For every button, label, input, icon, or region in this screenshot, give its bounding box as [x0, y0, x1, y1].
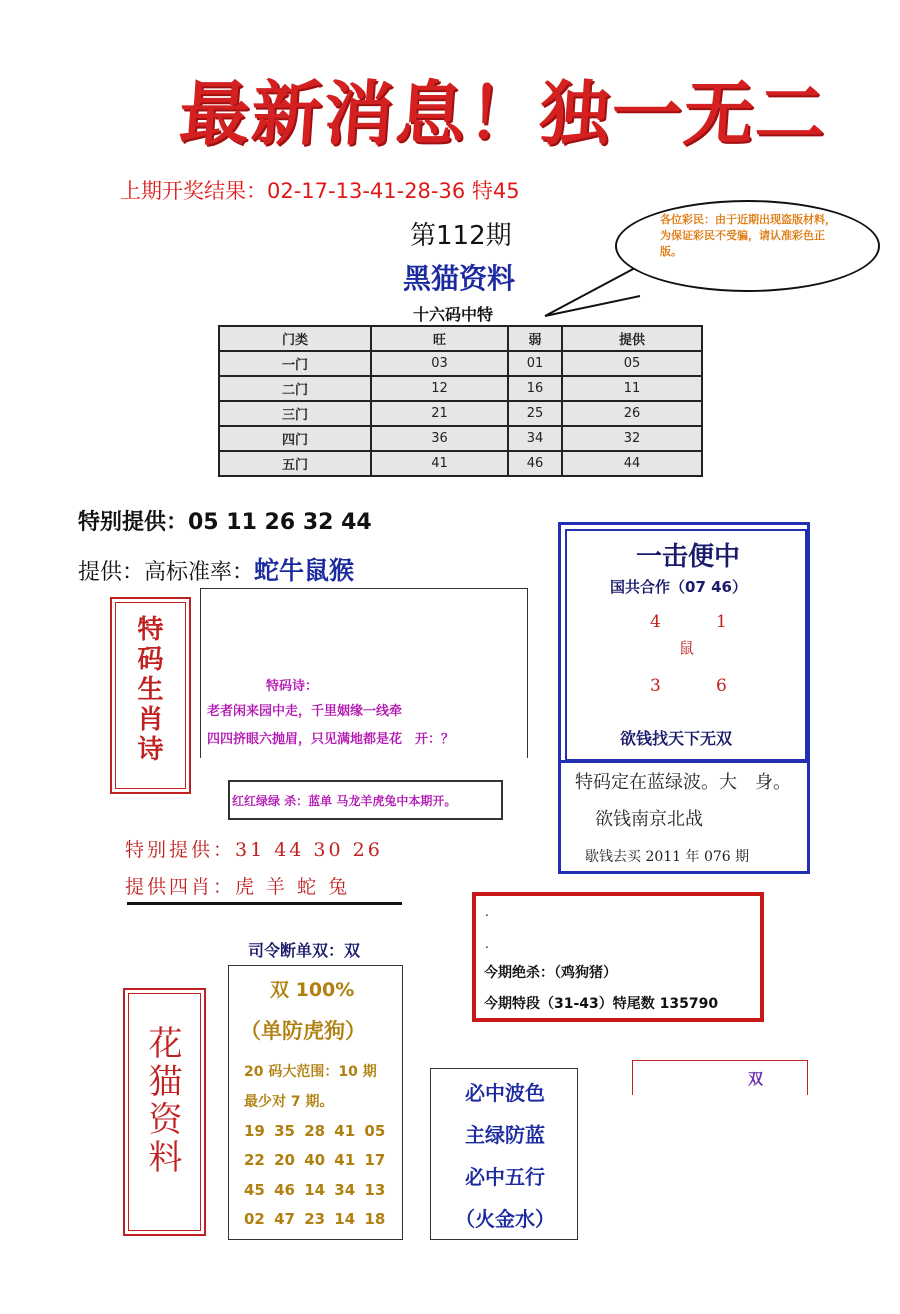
wave-box [430, 1068, 578, 1240]
table-row [219, 401, 702, 426]
cell: 32 [562, 426, 702, 451]
table-row [219, 351, 702, 376]
cell: 01 [508, 351, 562, 376]
number-row: 45 46 14 34 13 [244, 1181, 386, 1199]
wave-line: 必中波色 [465, 1081, 545, 1105]
table-row [219, 376, 702, 401]
cell: 36 [371, 426, 508, 451]
headline: 最新消息！独一无二 [176, 72, 831, 155]
cell: 46 [508, 451, 562, 476]
table-subtitle: 十六码中特 [413, 305, 494, 324]
table-header-row [219, 326, 702, 351]
olive-line-3: 20 码大范围：10 期 [244, 1064, 377, 1080]
olive-line-2: （单防虎狗） [240, 1019, 366, 1043]
issue-number: 第112期 [410, 221, 512, 251]
coop-line: 国共合作（07 46） [610, 578, 747, 596]
cell: 二门 [219, 376, 371, 401]
dot: . [485, 937, 489, 951]
blue-line-2: 欲钱南京北战 [595, 809, 703, 830]
number-table [218, 325, 703, 477]
grid-num: 6 [716, 676, 727, 696]
cell: 25 [508, 401, 562, 426]
cell: 11 [562, 376, 702, 401]
cell: 21 [371, 401, 508, 426]
cell: 五门 [219, 451, 371, 476]
last-result: 上期开奖结果：02-17-13-41-28-36 特45 [120, 179, 520, 203]
high-rate [78, 551, 354, 587]
divider [561, 760, 807, 763]
header-cell: 门类 [219, 326, 371, 351]
cell: 44 [562, 451, 702, 476]
olive-line-1: 双 100% [270, 979, 355, 1001]
kill-line: 红红绿绿 杀：蓝单 马龙羊虎兔中本期开。 [232, 794, 457, 808]
cell: 26 [562, 401, 702, 426]
range-line: 今期特段（31-43）特尾数 135790 [484, 996, 719, 1012]
cell: 03 [371, 351, 508, 376]
corner-value: 双 [748, 1070, 764, 1088]
high-rate-value: 蛇牛鼠猴 [254, 556, 355, 585]
cell: 05 [562, 351, 702, 376]
special-provide-2: 特别提供：31 44 30 26 [125, 839, 383, 861]
flower-side-label: 花猫资料 [142, 1025, 182, 1177]
special-provide: 特别提供：05 11 26 32 44 [78, 510, 372, 535]
header-cell: 旺 [371, 326, 508, 351]
corner-box [632, 1060, 808, 1095]
divider [127, 902, 402, 905]
header-cell: 提供 [562, 326, 702, 351]
notice-text: 各位彩民：由于近期出现盗版材料，为保证彩民不受骗，请认准彩色正版。 [660, 213, 836, 258]
wave-line: 主绿防蓝 [465, 1123, 545, 1147]
poem-side-label: 特码生肖诗 [133, 615, 163, 765]
poem-title: 特码诗： [266, 679, 319, 694]
cell: 41 [371, 451, 508, 476]
cell: 12 [371, 376, 508, 401]
cell: 一门 [219, 351, 371, 376]
four-zodiac: 提供四肖：虎 羊 蛇 兔 [125, 876, 351, 898]
header-cell: 弱 [508, 326, 562, 351]
odd-even: 司令断单双：双 [248, 941, 361, 960]
blue-line-3: 歇钱去买 2011 年 076 期 [585, 849, 750, 865]
olive-line-4: 最少对 7 期。 [244, 1094, 334, 1110]
poem-line-1: 老者闲来园中走，千里姻缘一线牵 [207, 704, 403, 719]
blue-line-1: 特码定在蓝绿波。大 身。 [575, 772, 791, 793]
grid-num: 4 [650, 612, 661, 632]
cell: 三门 [219, 401, 371, 426]
wave-line: 必中五行 [465, 1165, 545, 1189]
dot: . [485, 905, 489, 919]
one-hit-title: 一击便中 [636, 542, 741, 572]
number-row: 19 35 28 41 05 [244, 1122, 386, 1140]
grid-num: 1 [716, 612, 727, 632]
brand-title: 黑猫资料 [403, 262, 516, 295]
number-row: 22 20 40 41 17 [244, 1151, 386, 1169]
grid-center: 鼠 [679, 639, 695, 657]
poem-line-2: 四四挤眼六抛眉，只见满地都是花 开：？ [207, 732, 455, 747]
cell: 16 [508, 376, 562, 401]
cell: 四门 [219, 426, 371, 451]
grid-num: 3 [650, 676, 661, 696]
kill-zodiac: 今期绝杀：（鸡狗猪） [484, 965, 617, 981]
one-hit-slogan: 欲钱找天下无双 [620, 729, 733, 748]
number-row: 02 47 23 14 18 [244, 1210, 386, 1228]
cell: 34 [508, 426, 562, 451]
table-row [219, 451, 702, 476]
high-rate-label: 提供：高标准率： [78, 560, 255, 585]
wave-line: （火金水） [455, 1207, 555, 1231]
table-row [219, 426, 702, 451]
